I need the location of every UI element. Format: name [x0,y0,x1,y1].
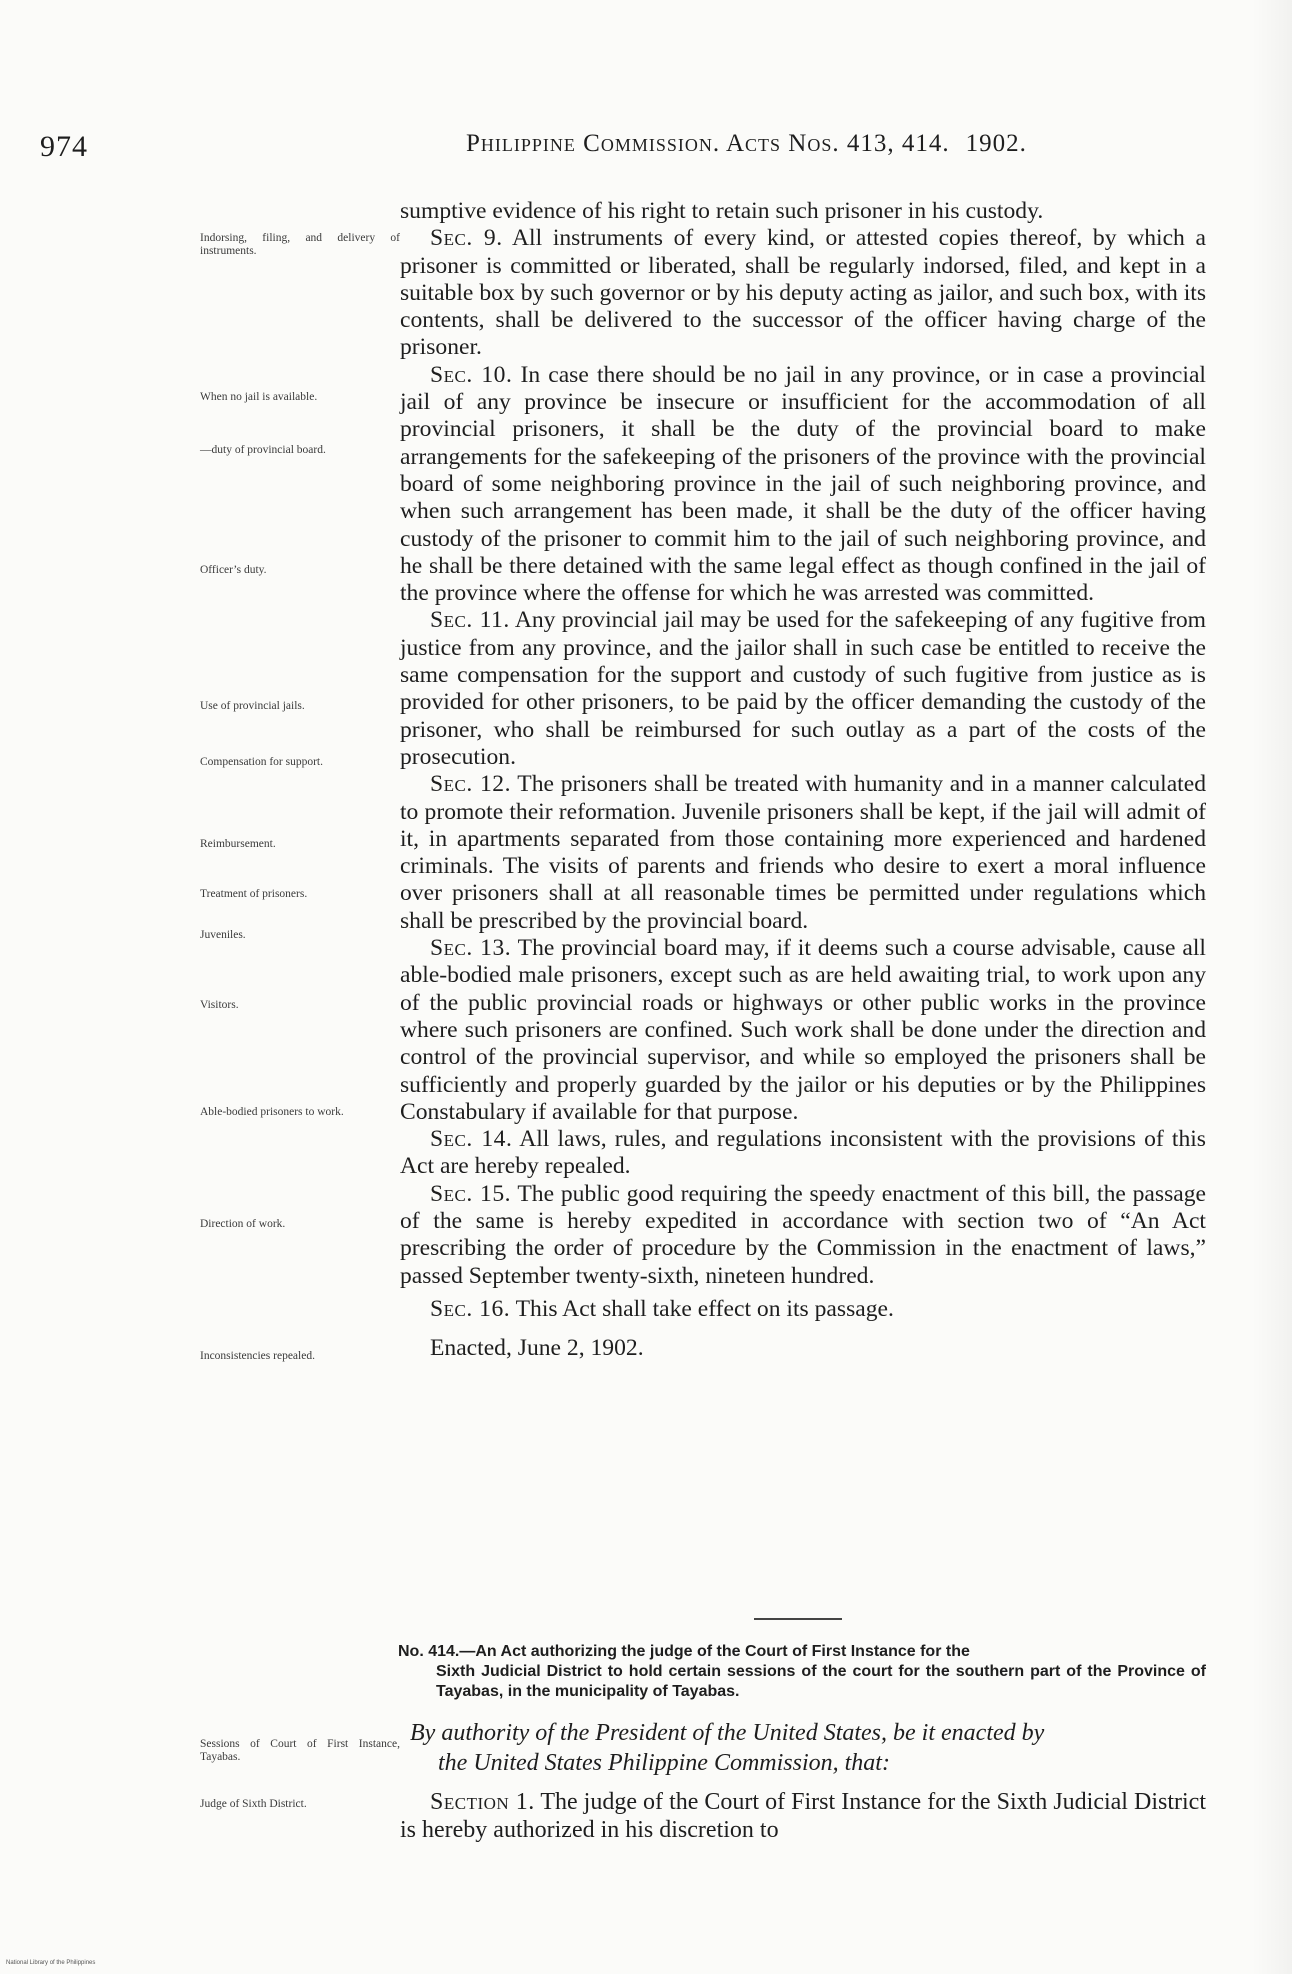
paragraph-continuation: sumptive evidence of his right to retain such prisoner in his custody. [400,198,1044,224]
section-13-text: The provincial board may, if it deems such a course advisable, cause all able-bodied male prisoners, except such as are held awaiting trial, to work upon any of the public provincial roads or highways or other public works in the province where such prisoners are confined. Such work shall be done under the direction and control of the provincial supervisor, and while so employed the prisoners shall be sufficiently and properly guarded by the jailor or his deputies or by the Philippines Constabulary if available for that purpose. [400,935,1206,1125]
running-head [466,130,1166,158]
margin-note-use-jails: Use of provincial jails. [200,700,305,712]
section-11-number: Sec. 11. [430,607,510,634]
section-12-text: The prisoners shall be treated with humanity and in a manner calculated to promote their reformation. Juvenile prisoners shall be kept, if the jail will admit of it, in apartments separated from those containing more experienced and hardened criminals. The visits of parents and friends who desire to exert a moral influence over prisoners shall at all reasonable times be permitted under regulations which shall be prescribed by the provincial board. [400,771,1206,934]
margin-note-direction: Direction of work. [200,1218,286,1230]
margin-note-indorsing: Indorsing, filing, and delivery of instruments. [200,232,400,257]
act-divider-rule [754,1618,842,1620]
enacting-formula-line1: By authority of the President of the United States, be it enacted by [410,1720,1045,1746]
section-15 [400,1181,1206,1290]
page-header [0,130,1292,170]
section-11 [400,607,1206,771]
section-9-text: All instruments of every kind, or attested copies thereof, by which a prisoner is committed or liberated, shall be regularly indorsed, filed, and kept in a suitable box by such governor or by his deputy acting as jailor, and such box, with its contents, shall be delivered to the successor of the officer having charge of the prisoner. [400,225,1206,361]
margin-note-able-bodied: Able-bodied prisoners to work. [200,1106,344,1118]
margin-note-reimbursement: Reimbursement. [200,838,276,850]
act-414-title-line1: —An Act authorizing the judge of the Court of First Instance for the [459,1643,970,1660]
section-13-number: Sec. 13. [430,935,512,962]
margin-note-sessions: Sessions of Court of First Instance, Tayabas. [200,1738,400,1763]
section-16-text: This Act shall take effect on its passage. [510,1295,894,1322]
section-9 [400,225,1206,361]
enacting-formula-line2: the United States Philippine Commission, that: [438,1750,890,1776]
margin-note-visitors: Visitors. [200,999,239,1011]
margin-note-officers-duty: Officer’s duty. [200,564,267,576]
margin-note-judge: Judge of Sixth District. [200,1798,307,1810]
page-edge-shade [1252,0,1292,1974]
section-12 [400,771,1206,935]
running-head-year: 1902. [965,130,1027,157]
margin-note-duty-board: —duty of provincial board. [200,444,326,456]
section-11-text: Any provincial jail may be used for the safekeeping of any fugitive from justice from any province, and the jailor shall in such case be entitled to receive the same compensation for the support and custody of such fugitive from justice as is provided for other prisoners, to be paid by the officer demanding the custody of the prisoner, who shall be reimbursed for such outlay as a part of the costs of the prosecution. [400,607,1206,770]
section-16 [400,1296,1206,1323]
scan-footer: National Library of the Philippines [6,1960,96,1966]
margin-note-inconsistencies: Inconsistencies repealed. [200,1350,315,1362]
enacted-date: Enacted, June 2, 1902. [430,1335,644,1362]
section-10-text: In case there should be no jail in any province, or in case a provincial jail of any province be insecure or insufficient for the accommodation of all provincial prisoners, it shall be the duty of the provincial board to make arrangements for the safekeeping of the prisoners of the province with the provincial board of some neighboring province in the jail of such neighboring province, and when such arrangement has been made, it shall be the duty of the officer having custody of the prisoner to commit him to the jail of such neighboring province, and he shall be there detained with the same legal effect as though confined in the jail of the province where the offense for which he was arrested was committed. [400,361,1206,607]
section-16-number: Sec. 16. [430,1295,511,1322]
section-14 [400,1126,1206,1181]
section-15-text: The public good requiring the speedy enactment of this bill, the passage of the same is hereby expedited in accordance with section two of “An Act prescribing the order of procedure by the Commission in the enactment of laws,” passed September twenty-sixth, nineteen hundred. [400,1180,1206,1289]
section-10 [400,362,1206,608]
page-number: 974 [40,130,88,163]
margin-note-compensation: Compensation for support. [200,756,323,768]
section-13 [400,935,1206,1126]
enacting-formula [410,1718,1206,1778]
act-414-title [398,1642,1206,1702]
act-414-title-rest: Sixth Judicial District to hold certain sessions of the court for the southern part of the Province of Tayabas, in the municipality of Tayabas. [436,1663,1206,1700]
running-head-title: Philippine Commission. Acts Nos. 413, 414. [466,130,950,157]
act-414-number: No. 414. [398,1643,460,1660]
margin-note-no-jail: When no jail is available. [200,391,318,403]
section-10-number: Sec. 10. [430,361,513,388]
section-15-number: Sec. 15. [430,1180,512,1207]
margin-note-juveniles: Juveniles. [200,929,246,941]
margin-note-treatment: Treatment of prisoners. [200,888,308,900]
act-414-section-1 [400,1788,1206,1844]
section-14-number: Sec. 14. [430,1126,513,1153]
act-414-section-1-text: The judge of the Court of First Instance for the Sixth Judicial District is hereby authorized in his discretion to [400,1789,1206,1843]
body-text-column [400,198,1206,1362]
section-14-text: All laws, rules, and regulations inconsistent with the provisions of this Act are hereby repealed. [400,1126,1206,1180]
section-12-number: Sec. 12. [430,771,511,798]
section-9-number: Sec. 9. [430,225,503,252]
act-414-section-1-number: Section 1. [430,1789,535,1815]
